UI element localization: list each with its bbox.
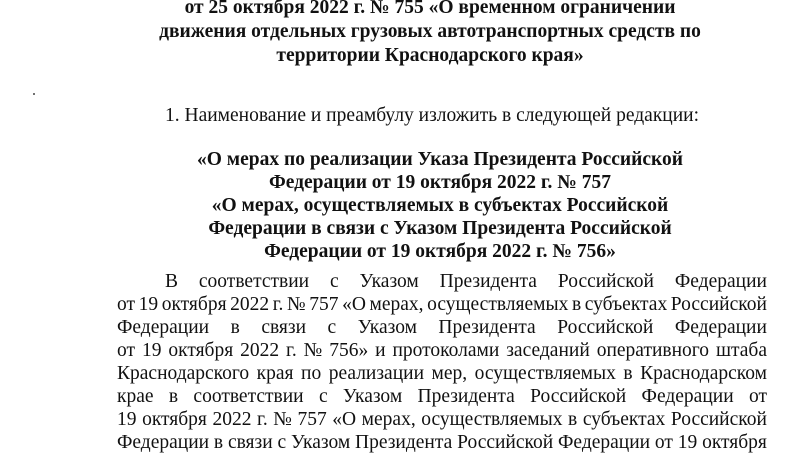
word: Президента (354, 432, 453, 453)
word: г. (286, 340, 297, 361)
word: № (303, 340, 323, 361)
word: с (327, 317, 337, 338)
word: 19 (677, 432, 698, 453)
word: 756» (329, 340, 369, 361)
paragraph-line (117, 431, 767, 454)
document-header (150, 0, 710, 68)
word: Краснодарском (640, 363, 767, 384)
word: мерах, (369, 294, 424, 315)
word: Российской (557, 271, 654, 292)
word: с (329, 271, 339, 292)
paragraph-line (117, 270, 767, 293)
word: заседаний (506, 340, 590, 361)
word: оперативного (596, 340, 710, 361)
word: Указом (357, 317, 417, 338)
word: мер, (431, 363, 468, 384)
word: связи (227, 432, 273, 453)
preamble-paragraph (117, 270, 767, 454)
word: в (568, 409, 578, 430)
word: октября (161, 294, 227, 315)
header-line: движения отдельных грузовых автотранспортных средств по (159, 21, 701, 42)
word: связи (261, 317, 307, 338)
word: 19 (141, 340, 162, 361)
word: 19 (117, 409, 137, 430)
word: «О (332, 409, 357, 430)
word: № (287, 294, 306, 315)
paragraph-line (117, 293, 767, 316)
word: Краснодарского (117, 363, 250, 384)
word: В (165, 271, 179, 292)
word: Указом (359, 271, 419, 292)
word: протоколами (392, 340, 500, 361)
paragraph-line (117, 339, 767, 362)
word: соответствии (193, 386, 304, 407)
word: Российской (530, 386, 627, 407)
word: осуществляемых (474, 363, 616, 384)
word: в (623, 363, 633, 384)
word: Федерации (674, 317, 767, 338)
word: в (230, 317, 240, 338)
word: Российской (670, 409, 767, 430)
word: Российской (670, 294, 767, 315)
word: 757 (309, 294, 339, 315)
word: 2022 (240, 340, 280, 361)
word: крае (117, 386, 154, 407)
word: субъектах (584, 294, 668, 315)
header-line: территории Краснодарского края» (276, 45, 584, 66)
word: от (117, 340, 136, 361)
paragraph-line (117, 408, 767, 431)
word: октября (142, 409, 207, 430)
word: Президента (439, 271, 537, 292)
word: Президента (417, 386, 515, 407)
word: штаба (715, 340, 767, 361)
paragraph-line (117, 385, 767, 408)
word: Федерации (674, 271, 767, 292)
quote-line: «О мерах по реализации Указа Президента Российской (197, 149, 683, 170)
quote-line: Федерации от 19 октября 2022 г. № 756» (264, 241, 616, 262)
word: Президента (438, 317, 536, 338)
quoted-title (190, 148, 690, 263)
paragraph-line (117, 316, 767, 339)
word: в (168, 386, 179, 407)
word: субъектах (582, 409, 666, 430)
word: г. (257, 409, 268, 430)
word: мерах, (361, 409, 416, 430)
word: с (277, 432, 287, 453)
quote-line: Федерации в связи с Указом Президента Российской (208, 218, 672, 239)
header-line: от 25 октября 2022 г. № 755 «О временном ограничении (184, 0, 676, 18)
word: соответствии (198, 271, 310, 292)
word: в (213, 432, 224, 453)
word: от (654, 432, 673, 453)
word: реализации (328, 363, 425, 384)
word: г. (272, 294, 284, 315)
word: Федерации (117, 432, 210, 453)
word: и (375, 340, 386, 361)
word: по (301, 363, 322, 384)
word: Указом (342, 386, 403, 407)
word: от (748, 386, 767, 407)
quote-line: Федерации от 19 октября 2022 г. № 757 (268, 172, 612, 193)
word: Федерации (117, 317, 210, 338)
word: Указом (290, 432, 351, 453)
word: осуществляемых (427, 294, 569, 315)
quote-line: «О мерах, осуществляемых в субъектах Российской (211, 195, 669, 216)
word: в (571, 294, 582, 315)
word: Федерации (558, 432, 651, 453)
word: октября (702, 432, 767, 453)
word: октября (168, 340, 234, 361)
word: 757 (297, 409, 327, 430)
word: Российской (557, 317, 654, 338)
paragraph-line (117, 362, 767, 385)
word: Российской (457, 432, 554, 453)
item-1-text: 1. Наименование и преамбулу изложить в следующей редакции: (165, 105, 700, 126)
word: № (273, 409, 292, 430)
scan-dot (33, 93, 35, 95)
word: края (256, 363, 294, 384)
word: 2022 (230, 294, 270, 315)
word: с (318, 386, 328, 407)
word: 19 (138, 294, 159, 315)
word: 2022 (212, 409, 252, 430)
word: осуществляемых (421, 409, 563, 430)
word: «О (342, 294, 366, 315)
word: от (117, 294, 136, 315)
word: Федерации (641, 386, 734, 407)
